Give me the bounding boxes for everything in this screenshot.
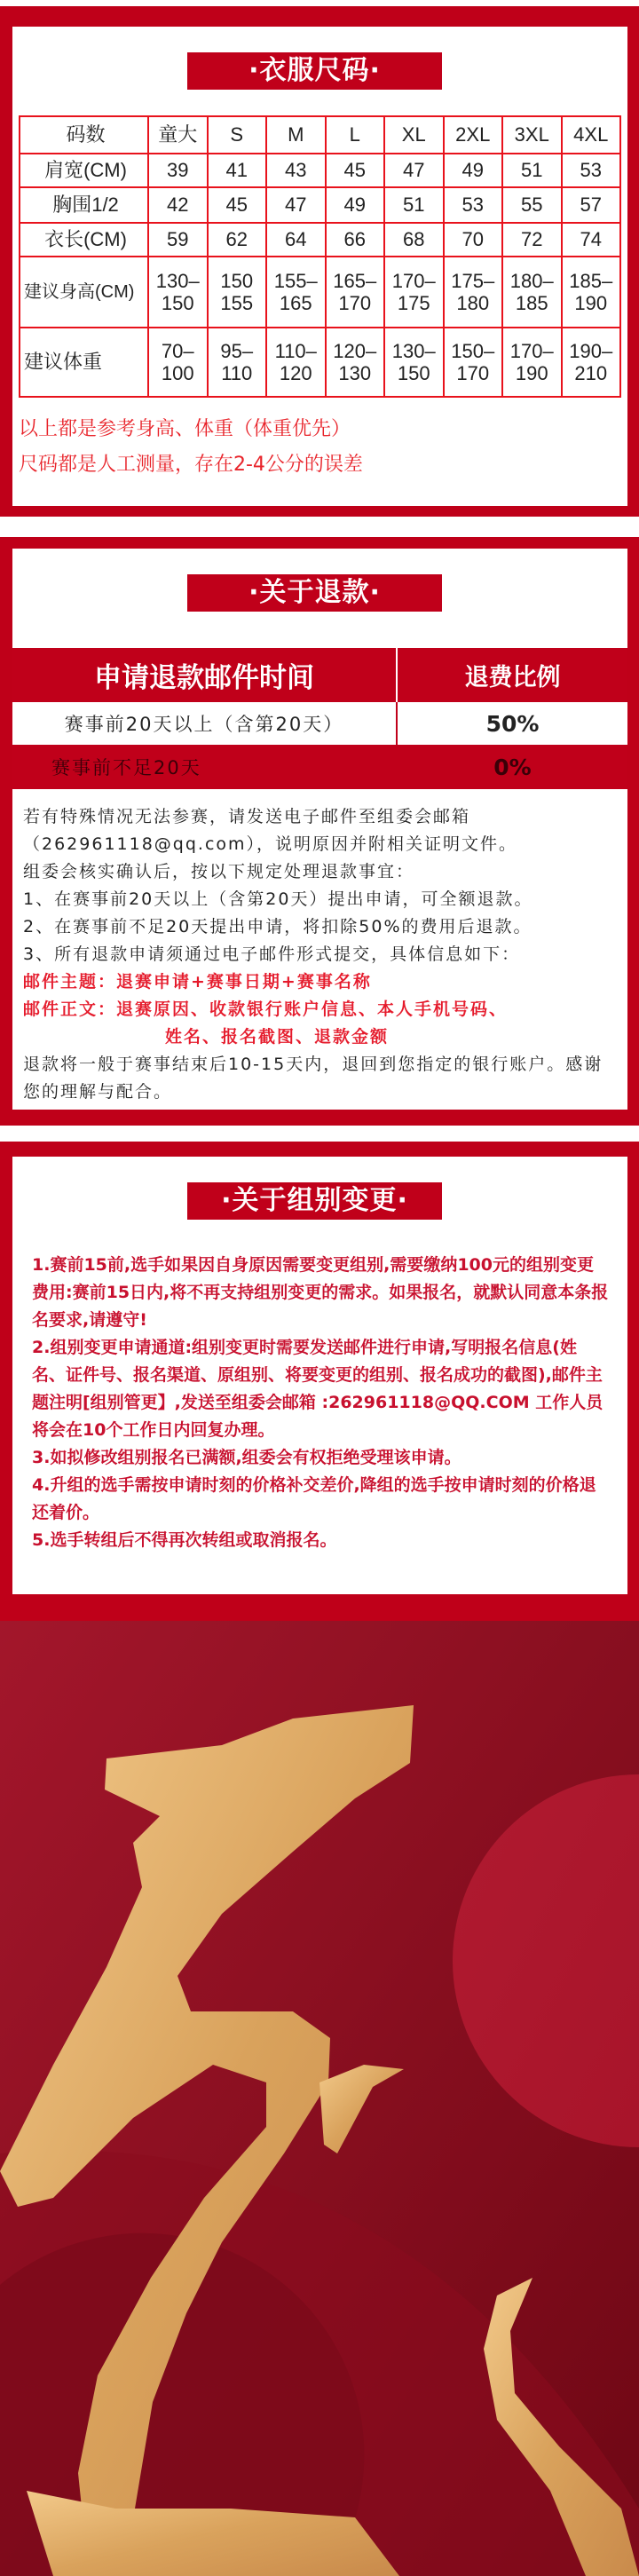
group-item: 1.赛前15前,选手如果因自身原因需要变更组别,需要缴纳100元的组别变更费用:赛前15日内,将不再支持组别变更的需求。如果报名，就默认同意本条报名要求,请遵守! xyxy=(32,1255,609,1330)
size-cell: 72 xyxy=(502,223,562,257)
size-cell: 150–170 xyxy=(444,328,503,397)
refund-line: 3、所有退款申请须通过电子邮件形式提交，具体信息如下： xyxy=(23,944,521,964)
size-title: ·衣服尺码· xyxy=(187,52,442,90)
refund-table xyxy=(12,648,627,789)
refund-row-time: 赛事前20天以上（含第20天） xyxy=(12,702,398,745)
refund-line: 2、在赛事前不足20天提出申请，将扣除50%的费用后退款。 xyxy=(23,917,532,936)
size-cell: 110–120 xyxy=(266,328,326,397)
size-cell: 130–150 xyxy=(148,257,208,328)
mail-subject: 邮件主题：退赛申请+赛事日期+赛事名称 xyxy=(23,972,372,992)
size-cell: 59 xyxy=(148,223,208,257)
refund-row-ratio: 0% xyxy=(493,754,532,780)
size-cell: 170–190 xyxy=(502,328,562,397)
group-item: 3.如拟修改组别报名已满额,组委会有权拒绝受理该申请。 xyxy=(32,1448,462,1467)
dragon-banner-image xyxy=(0,1621,639,2576)
refund-col-ratio: 退费比例 xyxy=(464,664,561,691)
size-cell: 165–170 xyxy=(326,257,385,328)
size-cell: 120–130 xyxy=(326,328,385,397)
size-cell: 68 xyxy=(384,223,444,257)
refund-row xyxy=(12,702,627,745)
size-cell: 45 xyxy=(326,154,385,187)
size-cell: 49 xyxy=(326,187,385,223)
size-cell: 155–165 xyxy=(266,257,326,328)
size-cell: 180–185 xyxy=(502,257,562,328)
size-cell: XL xyxy=(384,116,444,154)
size-cell: 2XL xyxy=(444,116,503,154)
size-cell: M xyxy=(266,116,326,154)
refund-line: （262961118@qq.com），说明原因并附相关证明文件。 xyxy=(23,834,518,854)
size-cell: 70–100 xyxy=(148,328,208,397)
refund-line: 1、在赛事前20天以上（含第20天）提出申请，可全额退款。 xyxy=(23,889,533,909)
size-cell: 47 xyxy=(266,187,326,223)
size-cell: 49 xyxy=(444,154,503,187)
mail-body: 邮件正文：退赛原因、收款银行账户信息、本人手机号码、 xyxy=(23,1000,509,1019)
refund-row xyxy=(12,745,627,789)
size-row-label: 建议身高(CM) xyxy=(20,257,148,328)
size-cell: 66 xyxy=(326,223,385,257)
size-cell: 39 xyxy=(148,154,208,187)
size-row-label: 码数 xyxy=(20,116,148,154)
size-cell: 190–210 xyxy=(562,328,621,397)
size-cell: 童大 xyxy=(148,116,208,154)
size-row xyxy=(20,187,620,223)
size-cell: L xyxy=(326,116,385,154)
size-note-1: 以上都是参考身高、体重（体重优先） xyxy=(19,418,351,440)
size-cell: 57 xyxy=(562,187,621,223)
size-row-label: 胸围1/2 xyxy=(20,187,148,223)
size-cell: 70 xyxy=(444,223,503,257)
size-row xyxy=(20,328,620,397)
size-cell: 3XL xyxy=(502,116,562,154)
size-row xyxy=(20,154,620,187)
size-cell: 47 xyxy=(384,154,444,187)
size-cell: 53 xyxy=(444,187,503,223)
size-header-row xyxy=(20,116,620,154)
group-item: 2.组别变更申请通道:组别变更时需要发送邮件进行申请,写明报名信息(姓名、证件号、报名渠道、原组别、将要变更的组别、报名成功的截图),邮件主题注明[组别管更】,发送至组委会邮箱 :262961118@QQ.COM 工作人员将会在10个工作日内回复办理。 xyxy=(32,1338,604,1440)
size-cell: 51 xyxy=(502,154,562,187)
size-cell: 43 xyxy=(266,154,326,187)
size-cell: 170–175 xyxy=(384,257,444,328)
size-cell: 62 xyxy=(208,223,267,257)
size-cell: 95–110 xyxy=(208,328,267,397)
group-title: ·关于组别变更· xyxy=(187,1182,442,1220)
group-text xyxy=(32,1252,609,1554)
size-row xyxy=(20,223,620,257)
size-cell: 175–180 xyxy=(444,257,503,328)
size-cell: 4XL xyxy=(562,116,621,154)
refund-closing: 退款将一般于赛事结束后10-15天内，退回到您指定的银行账户。感谢您的理解与配合。 xyxy=(23,1055,604,1102)
refund-row-ratio: 50% xyxy=(485,710,540,737)
mail-body-2: 姓名、报名截图、退款金额 xyxy=(165,1027,390,1047)
refund-title: ·关于退款· xyxy=(187,574,442,612)
size-row-label: 肩宽(CM) xyxy=(20,154,148,187)
size-cell: S xyxy=(208,116,267,154)
size-cell: 185–190 xyxy=(562,257,621,328)
refund-line: 组委会核实确认后，按以下规定处理退款事宜： xyxy=(23,862,415,881)
group-item: 4.升组的选手需按申请时刻的价格补交差价,降组的选手按申请时刻的价格退还着价。 xyxy=(32,1475,596,1522)
size-cell: 45 xyxy=(208,187,267,223)
size-cell: 150 155 xyxy=(208,257,267,328)
size-row-label: 衣长(CM) xyxy=(20,223,148,257)
size-cell: 130–150 xyxy=(384,328,444,397)
size-cell: 51 xyxy=(384,187,444,223)
size-cell: 74 xyxy=(562,223,621,257)
refund-line: 若有特殊情况无法参赛，请发送电子邮件至组委会邮箱 xyxy=(23,807,471,826)
refund-col-time: 申请退款邮件时间 xyxy=(12,648,398,702)
size-note-2: 尺码都是人工测量，存在2-4公分的误差 xyxy=(19,454,363,476)
size-cell: 55 xyxy=(502,187,562,223)
size-row-label: 建议体重 xyxy=(20,328,148,397)
size-row xyxy=(20,257,620,328)
refund-text xyxy=(23,803,618,1106)
size-cell: 42 xyxy=(148,187,208,223)
size-cell: 53 xyxy=(562,154,621,187)
size-table xyxy=(19,115,621,398)
group-item: 5.选手转组后不得再次转组或取消报名。 xyxy=(32,1530,337,1550)
size-cell: 64 xyxy=(266,223,326,257)
refund-row-time: 赛事前不足20天 xyxy=(51,757,201,778)
size-cell: 41 xyxy=(208,154,267,187)
